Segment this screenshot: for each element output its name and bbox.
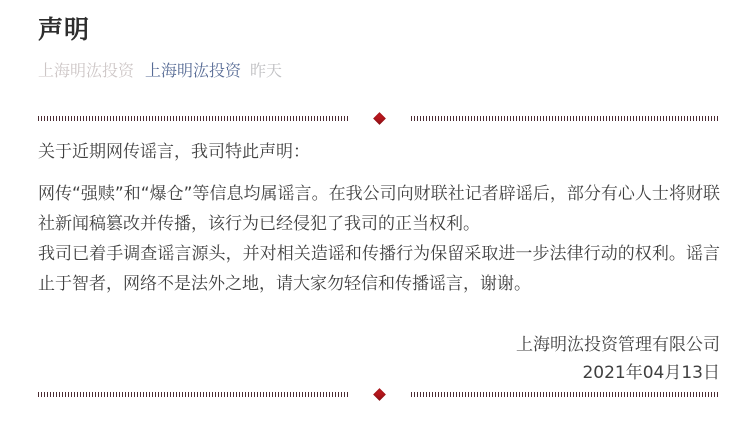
statement-paragraph: 网传“强赎”和“爆仓”等信息均属谣言。在我公司向财联社记者辟谣后，部分有心人士将财联社新闻稿篡改并传播，该行为已经侵犯了我司的正当权利。 bbox=[38, 184, 720, 234]
diamond-icon bbox=[373, 112, 386, 125]
company-name: 上海明汯投资管理有限公司 bbox=[516, 335, 720, 355]
signature-block bbox=[38, 331, 720, 387]
byline bbox=[38, 61, 720, 81]
publish-time: 昨天 bbox=[250, 61, 283, 80]
dot-line-left bbox=[38, 392, 348, 397]
statement-intro: 关于近期网传谣言，我司特此声明： bbox=[38, 142, 310, 162]
account-link[interactable]: 上海明汯投资 bbox=[145, 61, 242, 80]
bottom-divider bbox=[38, 390, 720, 399]
top-divider bbox=[38, 114, 720, 123]
dot-line-right bbox=[411, 116, 721, 121]
page-title: 声明 bbox=[38, 15, 91, 44]
author-name: 上海明汯投资 bbox=[38, 61, 135, 80]
dot-line-left bbox=[38, 116, 348, 121]
statement-date: 2021年04月13日 bbox=[582, 363, 720, 383]
dot-line-right bbox=[411, 392, 721, 397]
diamond-icon bbox=[373, 388, 386, 401]
statement-paragraph: 我司已着手调查谣言源头，并对相关造谣和传播行为保留采取进一步法律行动的权利。谣言止于智者，网络不是法外之地，请大家勿轻信和传播谣言，谢谢。 bbox=[38, 244, 720, 294]
